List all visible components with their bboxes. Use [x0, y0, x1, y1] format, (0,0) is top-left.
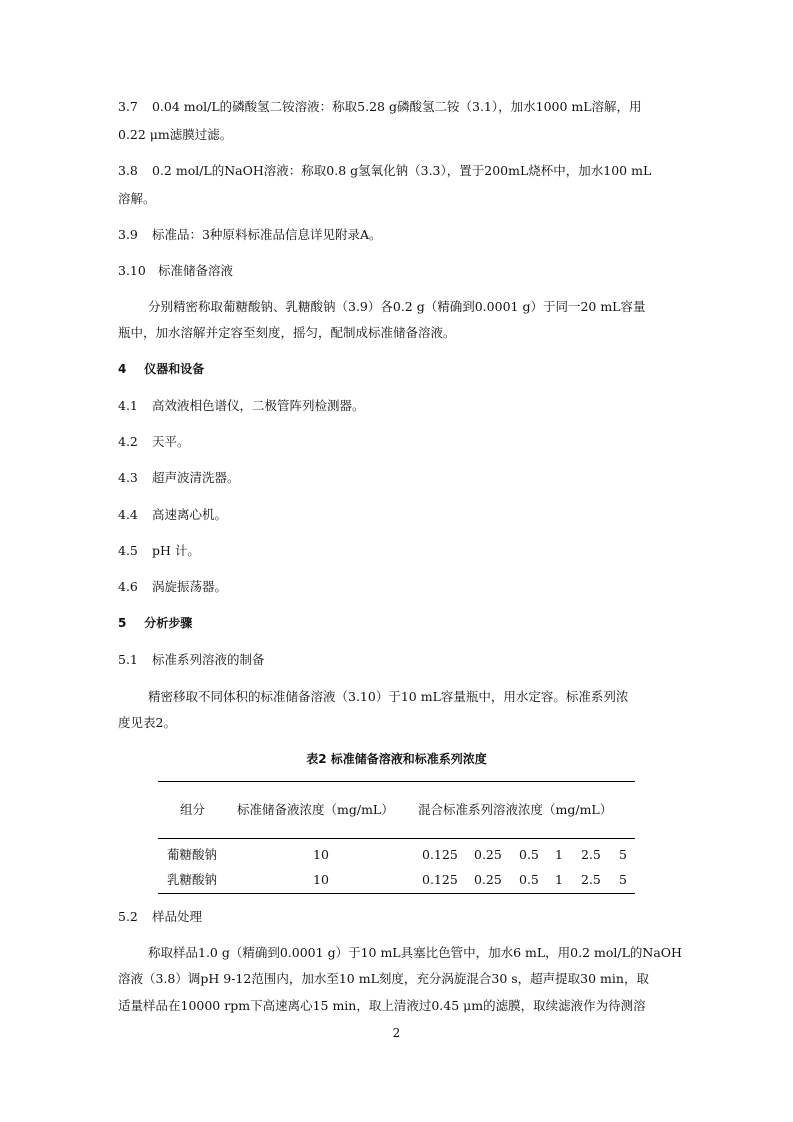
- item-number: 4.6: [118, 579, 138, 594]
- item-4-6: [118, 578, 227, 596]
- item-number: 4.5: [118, 543, 138, 558]
- section-3-7-line-1: [118, 98, 642, 116]
- item-number: 4.2: [118, 434, 138, 449]
- row-series-value: 0.5: [519, 847, 539, 862]
- section-number: 3.9: [118, 227, 138, 242]
- table-header-stock: 标准储备液浓度（mg/mL）: [237, 802, 394, 817]
- row-series-value: 0.5: [519, 872, 539, 887]
- row-series-value: 5: [619, 847, 627, 862]
- item-4-2: [118, 433, 190, 451]
- section-5-2-line-2: 溶液（3.8）调pH 9-12范围内，加水至10 mL刻度，充分涡旋混合30 s，超声提取30 min，取: [118, 971, 649, 986]
- row-component: 乳糖酸钠: [167, 872, 218, 887]
- section-number: 3.8: [118, 163, 138, 178]
- row-stock: 10: [313, 847, 329, 862]
- table-top-rule: [158, 781, 635, 782]
- row-series-value: 2.5: [581, 872, 601, 887]
- section-text: 0.2 mol/L的NaOH溶液：称取0.8 g氢氧化钠（3.3），置于200mL烧杯中，加水100 mL: [151, 163, 652, 178]
- section-5-1-line-2: 度见表2。: [118, 715, 176, 730]
- item-4-4: [118, 506, 227, 524]
- section-title: 样品处理: [151, 909, 202, 924]
- section-number: 3.10: [118, 263, 146, 278]
- section-3-10-line-1: 分别精密称取葡糖酸钠、乳糖酸钠（3.9）各0.2 g（精确到0.0001 g）于同一20 mL容量: [148, 299, 646, 314]
- item-text: 高效液相色谱仪，二极管阵列检测器。: [151, 398, 365, 413]
- item-4-1: [118, 397, 365, 415]
- row-series-value: 0.25: [474, 847, 502, 862]
- row-series-value: 0.125: [422, 872, 458, 887]
- row-component: 葡糖酸钠: [167, 847, 218, 862]
- chapter-5-heading: [118, 614, 192, 632]
- section-text: 0.04 mol/L的磷酸氢二铵溶液：称取5.28 g磷酸氢二铵（3.1），加水1000 mL溶解，用: [151, 99, 642, 114]
- section-5-1-heading: [118, 651, 265, 669]
- page-number: 2: [392, 1026, 401, 1040]
- item-text: 超声波清洗器。: [151, 470, 240, 485]
- section-5-2-heading: [118, 908, 202, 926]
- section-3-9: [118, 226, 381, 244]
- section-3-10-line-2: 瓶中，加水溶解并定容至刻度，摇匀，配制成标准储备溶液。: [118, 325, 456, 340]
- item-text: pH 计。: [151, 543, 200, 558]
- row-series-value: 1: [555, 847, 563, 862]
- table-header-rule: [158, 838, 635, 839]
- item-4-3: [118, 469, 240, 487]
- section-text: 标准品：3种原料标准品信息详见附录A。: [151, 227, 382, 242]
- section-3-8-line-2: 溶解。: [118, 191, 156, 206]
- row-series-value: 0.125: [422, 847, 458, 862]
- chapter-number: 5: [118, 616, 127, 630]
- section-3-8-line-1: [118, 162, 651, 180]
- item-text: 天平。: [151, 434, 190, 449]
- item-number: 4.3: [118, 470, 138, 485]
- row-series-value: 5: [619, 872, 627, 887]
- item-text: 高速离心机。: [151, 507, 227, 522]
- row-series-value: 1: [555, 872, 563, 887]
- section-number: 5.1: [118, 652, 138, 667]
- section-number: 5.2: [118, 909, 138, 924]
- table-header-series: 混合标准系列溶液浓度（mg/mL）: [418, 802, 613, 817]
- section-5-2-line-1: 称取样品1.0 g（精确到0.0001 g）于10 mL具塞比色管中，加水6 mL，用0.2 mol/L的NaOH: [148, 945, 682, 960]
- row-series-value: 2.5: [581, 847, 601, 862]
- section-5-2-line-3: 适量样品在10000 rpm下高速离心15 min，取上清液过0.45 μm的滤膜，取续滤液作为待测溶: [118, 998, 646, 1013]
- chapter-number: 4: [118, 362, 127, 376]
- section-3-10-heading: [118, 262, 233, 280]
- table-caption: 表2 标准储备溶液和标准系列浓度: [306, 752, 487, 766]
- chapter-title: 分析步骤: [144, 616, 193, 630]
- section-number: 3.7: [118, 99, 138, 114]
- section-5-1-line-1: 精密移取不同体积的标准储备溶液（3.10）于10 mL容量瓶中，用水定容。标准系列浓: [148, 689, 629, 704]
- item-number: 4.4: [118, 507, 138, 522]
- section-3-7-line-2: 0.22 μm滤膜过滤。: [118, 127, 233, 142]
- chapter-title: 仪器和设备: [144, 362, 205, 376]
- item-4-5: [118, 542, 200, 560]
- item-number: 4.1: [118, 398, 138, 413]
- item-text: 涡旋振荡器。: [151, 579, 227, 594]
- chapter-4-heading: [118, 360, 204, 378]
- section-title: 标准系列溶液的制备: [151, 652, 265, 667]
- table-bottom-rule: [158, 893, 635, 894]
- section-title: 标准储备溶液: [157, 263, 233, 278]
- row-stock: 10: [313, 872, 329, 887]
- row-series-value: 0.25: [474, 872, 502, 887]
- table-header-component: 组分: [180, 802, 206, 817]
